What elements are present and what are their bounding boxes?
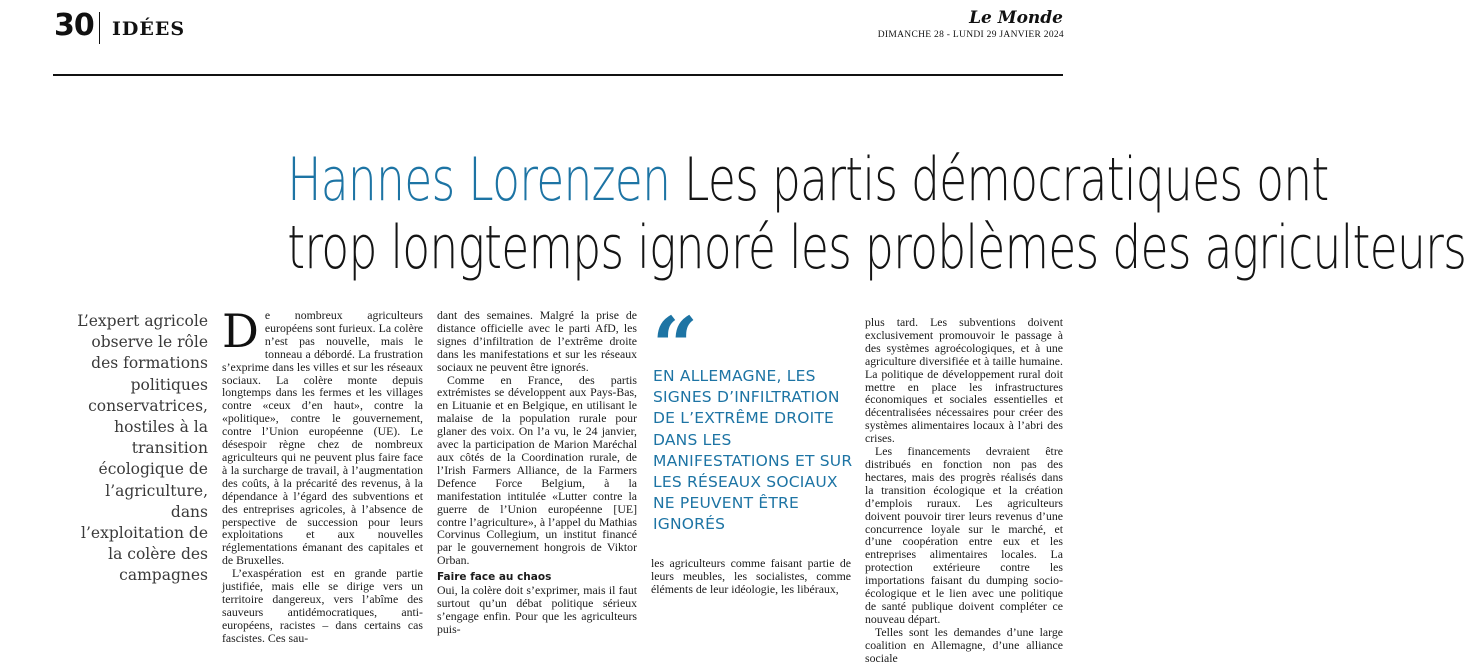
headline xyxy=(287,145,1466,283)
paragraph: les agriculteurs comme faisant partie de leurs meubles, les socialistes, comme éléments de leur idéologie, les libéraux, xyxy=(651,556,851,596)
paragraph: Les financements devraient être distribués en fonction non pas des hectares, mais des progrès réalisés dans la transition écologique et la création d’emplois ruraux. Les agriculteurs doivent pouvoir tirer leurs revenus d’une concurrence loyale sur le marché, et d’une coopération entre eux et les entreprises alimentaires locales. La protection extérieure contre les importations faisant du dumping socio-écologique et le lien avec une politique de santé publique doivent compléter ce nouveau départ. xyxy=(865,444,1063,626)
drop-cap: D xyxy=(222,304,259,358)
headline-author: Hannes Lorenzen xyxy=(287,145,671,215)
paragraph xyxy=(222,304,423,568)
article-column-4 xyxy=(865,316,1063,664)
article-column-3 xyxy=(651,557,851,596)
headline-line-2: trop longtemps ignoré les problèmes des agriculteurs xyxy=(287,213,1466,283)
standfirst: L’expert agricole observe le rôle des formations politiques conservatrices, hostiles à la transition écologique de l’agriculture, dans l’exploitation de la colère des campagnes xyxy=(77,312,208,585)
paragraph: L’exaspération est en grande partie justifiée, mais elle se dirige vers un territoire dangereux, vers l’abîme des sauveurs antidémocratiques, anti-européens, racistes – dans certains cas fascistes. Ces sau- xyxy=(222,566,423,645)
article-column-2 xyxy=(437,309,637,636)
headline-line-1: Les partis démocratiques ont xyxy=(670,145,1329,215)
paragraph: Comme en France, des partis extrémistes se développent aux Pays-Bas, en Lituanie et en Belgique, en utilisant le malaise de la population rurale pour glaner des voix. On l’a vu, le 24 janvier, avec la participation de Marion Maréchal aux côtés de la Coordination rurale, de l’Irish Farmers Alliance, de la Farmers Defence Force Belgium, à la manifestation intitulée «Lutter contre la guerre de l’Union européenne [UE] contre l’agriculture», à l’appel du Mathias Corvinus Collegium, un institut financé par le gouvernement hongrois de Viktor Orban. xyxy=(437,372,637,568)
header-rule xyxy=(53,74,1063,76)
page-number: 30 xyxy=(54,8,94,43)
section-rubric: IDÉES xyxy=(112,18,186,40)
article-column-1 xyxy=(222,304,423,645)
paragraph-text: e nombreux agriculteurs européens sont furieux. La colère n’est pas nouvelle, mais le tonneau a débordé. La frustration s’exprime dans les villes et sur les réseaux sociaux. La colère monte depuis longtemps dans les fermes et les villages contre «ceux d’en haut», contre la «politique», contre le gouvernement, contre l’Union européenne (UE). Le désespoir règne chez de nombreux agriculteurs qui ne peuvent plus faire face à la surcharge de travail, à l’augmentation des coûts, à la précarité des revenus, à la dépendance à l’égard des subventions et des entreprises agricoles, à l’absence de perspective de succession pour leurs exploitations et aux nouvelles réglementations émanant des capitales et de Bruxelles. xyxy=(222,308,423,568)
quotation-mark-icon: “ xyxy=(652,299,699,393)
newspaper-logo: Le Monde xyxy=(969,8,1063,28)
paragraph: Telles sont les demandes d’une large coalition en Allemagne, d’une alliance sociale xyxy=(865,624,1063,665)
rubric-divider xyxy=(99,12,100,44)
paragraph: dant des semaines. Malgré la prise de distance officielle avec le parti AfD, les signes d’infiltration de l’extrême droite dans les manifestations et sur les réseaux sociaux ne peuvent être ignorés. xyxy=(437,308,637,374)
pull-quote: EN ALLEMAGNE, LES SIGNES D’INFILTRATION DE L’EXTRÊME DROITE DANS LES MANIFESTATIONS ET SUR LES RÉSEAUX SOCIAUX NE PEUVENT ÊTRE IGNORÉS xyxy=(653,367,853,534)
dateline: DIMANCHE 28 - LUNDI 29 JANVIER 2024 xyxy=(877,30,1064,40)
subheading: Faire face au chaos xyxy=(437,571,552,584)
paragraph: plus tard. Les subventions doivent exclusivement promouvoir le passage à des systèmes agroécologiques, et à une agriculture diversifiée et à taille humaine. La politique de développement rural doit mettre en place les infrastructures économiques et sociales essentielles et décentralisées nécessaires pour créer des systèmes alimentaires locaux à l’abri des crises. xyxy=(865,315,1063,446)
paragraph: Oui, la colère doit s’exprimer, mais il faut surtout qu’un débat politique sérieux s’engage enfin. Pour que les agriculteurs puis- xyxy=(437,583,637,636)
